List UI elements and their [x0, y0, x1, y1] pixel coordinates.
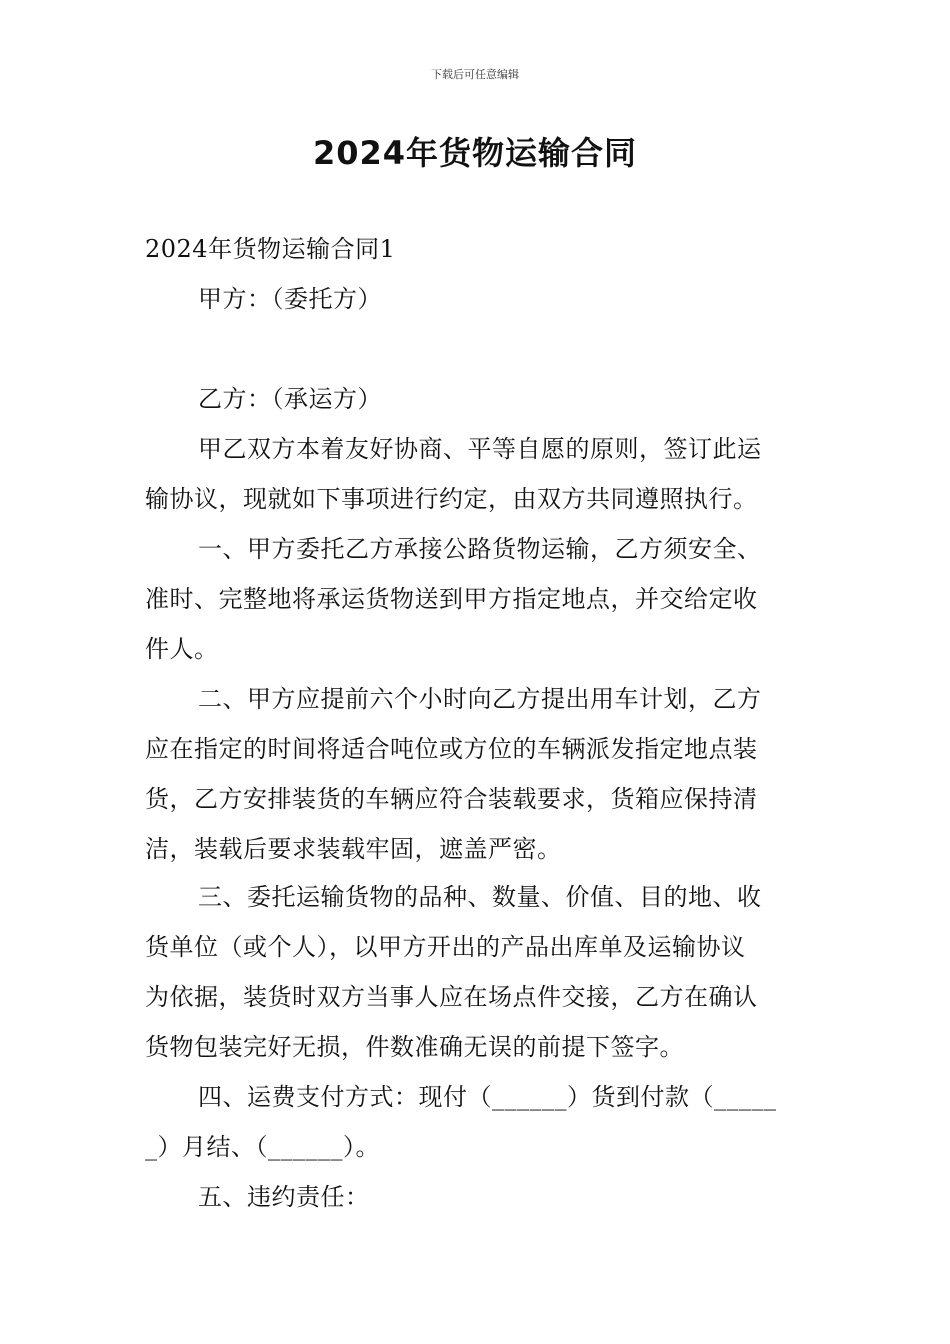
- contract-subtitle: 2024年货物运输合同1: [145, 235, 396, 263]
- clause-2-line: 货，乙方安排装货的车辆应符合装载要求，货箱应保持清: [145, 785, 758, 813]
- clause-3-line: 货物包装完好无损，件数准确无误的前提下签字。: [145, 1033, 684, 1061]
- clause-4-line: _）月结、（______）。: [145, 1133, 380, 1161]
- clause-4-line: 四、运费支付方式：现付（______）货到付款（_____: [198, 1083, 777, 1111]
- clause-2-line: 二、甲方应提前六个小时向乙方提出用车计划，乙方: [198, 685, 762, 713]
- party-a-line: 甲方：（委托方）: [198, 285, 382, 313]
- body-line: 甲乙双方本着友好协商、平等自愿的原则，签订此运: [198, 435, 762, 463]
- clause-5-heading: 五、违约责任：: [198, 1183, 370, 1211]
- clause-1-line: 准时、完整地将承运货物送到甲方指定地点，并交给定收: [145, 585, 758, 613]
- clause-3-line: 三、委托运输货物的品种、数量、价值、目的地、收: [198, 883, 762, 911]
- clause-3-line: 货单位（或个人），以甲方开出的产品出库单及运输协议: [145, 933, 746, 961]
- clause-2-line: 洁，装载后要求装载牢固，遮盖严密。: [145, 835, 562, 863]
- clause-1-line: 件人。: [145, 635, 219, 663]
- header-note: 下载后可任意编辑: [431, 68, 519, 81]
- clause-1-line: 一、甲方委托乙方承接公路货物运输，乙方须安全、: [198, 535, 762, 563]
- clause-2-line: 应在指定的时间将适合吨位或方位的车辆派发指定地点装: [145, 735, 758, 763]
- document-title: 2024年货物运输合同: [312, 134, 638, 172]
- party-b-line: 乙方：（承运方）: [198, 385, 382, 413]
- body-line: 输协议，现就如下事项进行约定，由双方共同遵照执行。: [145, 485, 758, 513]
- clause-3-line: 为依据，装货时双方当事人应在场点件交接，乙方在确认: [145, 983, 758, 1011]
